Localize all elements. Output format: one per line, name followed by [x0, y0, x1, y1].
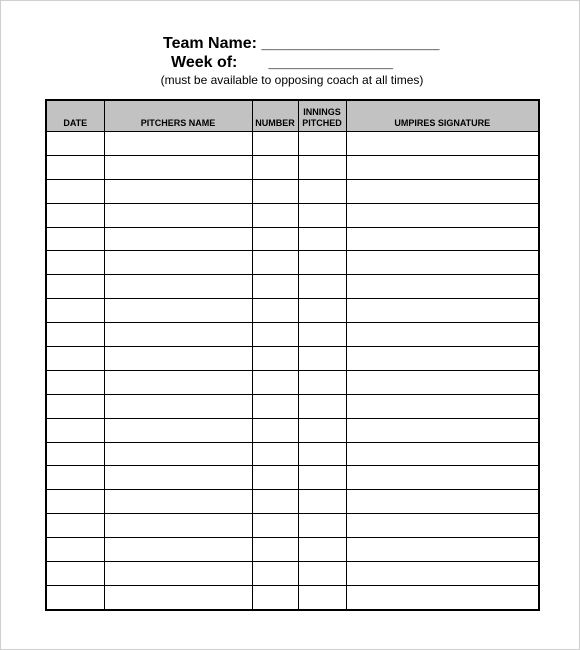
signature-cell[interactable] — [346, 585, 539, 609]
date-cell[interactable] — [46, 418, 104, 442]
availability-note: (must be available to opposing coach at all times) — [160, 73, 424, 87]
date-cell[interactable] — [46, 370, 104, 394]
number-cell[interactable] — [252, 466, 298, 490]
signature-cell[interactable] — [346, 227, 539, 251]
date-cell[interactable] — [46, 585, 104, 609]
table-row — [46, 394, 539, 418]
pitcher-name-cell[interactable] — [104, 370, 252, 394]
table-row — [46, 466, 539, 490]
innings-header-bottom: PITCHED — [302, 118, 342, 128]
number-cell[interactable] — [252, 394, 298, 418]
column-header-pitchers-name: PITCHERS NAME — [104, 100, 252, 132]
date-cell[interactable] — [46, 323, 104, 347]
table-header-row — [46, 100, 539, 132]
pitcher-name-cell[interactable] — [104, 466, 252, 490]
signature-cell[interactable] — [346, 275, 539, 299]
innings-cell[interactable] — [298, 132, 346, 156]
pitcher-name-cell[interactable] — [104, 179, 252, 203]
column-header-innings-pitched — [298, 100, 346, 132]
innings-cell[interactable] — [298, 466, 346, 490]
number-cell[interactable] — [252, 227, 298, 251]
table-row — [46, 418, 539, 442]
pitcher-name-cell[interactable] — [104, 132, 252, 156]
innings-cell[interactable] — [298, 538, 346, 562]
number-cell[interactable] — [252, 179, 298, 203]
number-cell[interactable] — [252, 514, 298, 538]
signature-cell[interactable] — [346, 251, 539, 275]
number-cell[interactable] — [252, 251, 298, 275]
pitcher-name-cell[interactable] — [104, 275, 252, 299]
table-row — [46, 442, 539, 466]
innings-cell[interactable] — [298, 370, 346, 394]
pitcher-name-cell[interactable] — [104, 418, 252, 442]
innings-cell[interactable] — [298, 442, 346, 466]
number-cell[interactable] — [252, 299, 298, 323]
signature-cell[interactable] — [346, 466, 539, 490]
innings-cell[interactable] — [298, 203, 346, 227]
pitcher-name-cell[interactable] — [104, 585, 252, 609]
signature-cell[interactable] — [346, 562, 539, 586]
table-row — [46, 227, 539, 251]
number-cell[interactable] — [252, 538, 298, 562]
date-cell[interactable] — [46, 275, 104, 299]
number-cell[interactable] — [252, 323, 298, 347]
date-cell[interactable] — [46, 203, 104, 227]
date-cell[interactable] — [46, 155, 104, 179]
innings-cell[interactable] — [298, 275, 346, 299]
pitching-log-table — [45, 99, 540, 611]
pitcher-name-cell[interactable] — [104, 155, 252, 179]
date-cell[interactable] — [46, 347, 104, 371]
innings-cell[interactable] — [298, 562, 346, 586]
signature-cell[interactable] — [346, 394, 539, 418]
innings-cell[interactable] — [298, 418, 346, 442]
table-row — [46, 203, 539, 227]
number-cell[interactable] — [252, 132, 298, 156]
signature-cell[interactable] — [346, 538, 539, 562]
number-cell[interactable] — [252, 418, 298, 442]
innings-cell[interactable] — [298, 299, 346, 323]
date-cell[interactable] — [46, 442, 104, 466]
date-cell[interactable] — [46, 514, 104, 538]
table-row — [46, 490, 539, 514]
signature-cell[interactable] — [346, 442, 539, 466]
pitcher-name-cell[interactable] — [104, 227, 252, 251]
date-cell[interactable] — [46, 538, 104, 562]
date-cell[interactable] — [46, 179, 104, 203]
signature-cell[interactable] — [346, 299, 539, 323]
table-row — [46, 155, 539, 179]
innings-header-top: INNINGS — [303, 107, 341, 117]
pitcher-name-cell[interactable] — [104, 538, 252, 562]
innings-cell[interactable] — [298, 323, 346, 347]
innings-cell[interactable] — [298, 347, 346, 371]
table-body — [46, 132, 539, 610]
week-of-field: Week of: ______________ — [171, 54, 394, 71]
table-row — [46, 370, 539, 394]
signature-cell[interactable] — [346, 323, 539, 347]
number-cell[interactable] — [252, 203, 298, 227]
date-cell[interactable] — [46, 394, 104, 418]
table-row — [46, 132, 539, 156]
column-header-umpires-signature: UMPIRES SIGNATURE — [346, 100, 539, 132]
signature-cell[interactable] — [346, 203, 539, 227]
signature-cell[interactable] — [346, 418, 539, 442]
innings-cell[interactable] — [298, 251, 346, 275]
number-cell[interactable] — [252, 347, 298, 371]
column-header-number: NUMBER — [252, 100, 298, 132]
table-row — [46, 323, 539, 347]
signature-cell[interactable] — [346, 490, 539, 514]
signature-cell[interactable] — [346, 179, 539, 203]
table-row — [46, 562, 539, 586]
pitcher-name-cell[interactable] — [104, 323, 252, 347]
signature-cell[interactable] — [346, 347, 539, 371]
pitcher-name-cell[interactable] — [104, 442, 252, 466]
signature-cell[interactable] — [346, 155, 539, 179]
innings-cell[interactable] — [298, 179, 346, 203]
innings-cell[interactable] — [298, 585, 346, 609]
innings-cell[interactable] — [298, 490, 346, 514]
table-row — [46, 585, 539, 609]
pitcher-name-cell[interactable] — [104, 203, 252, 227]
number-cell[interactable] — [252, 155, 298, 179]
table-row — [46, 251, 539, 275]
signature-cell[interactable] — [346, 514, 539, 538]
number-cell[interactable] — [252, 370, 298, 394]
date-cell[interactable] — [46, 299, 104, 323]
number-cell[interactable] — [252, 585, 298, 609]
team-name-field: Team Name: ____________________ — [163, 35, 440, 52]
table-row — [46, 299, 539, 323]
table-row — [46, 514, 539, 538]
number-cell[interactable] — [252, 562, 298, 586]
innings-cell[interactable] — [298, 514, 346, 538]
innings-cell[interactable] — [298, 155, 346, 179]
pitcher-name-cell[interactable] — [104, 251, 252, 275]
table-row — [46, 347, 539, 371]
table-row — [46, 179, 539, 203]
number-cell[interactable] — [252, 442, 298, 466]
column-header-date: DATE — [46, 100, 104, 132]
innings-cell[interactable] — [298, 394, 346, 418]
signature-cell[interactable] — [346, 132, 539, 156]
date-cell[interactable] — [46, 562, 104, 586]
innings-cell[interactable] — [298, 227, 346, 251]
date-cell[interactable] — [46, 251, 104, 275]
date-cell[interactable] — [46, 132, 104, 156]
pitcher-name-cell[interactable] — [104, 394, 252, 418]
signature-cell[interactable] — [346, 370, 539, 394]
table-row — [46, 538, 539, 562]
date-cell[interactable] — [46, 227, 104, 251]
date-cell[interactable] — [46, 466, 104, 490]
table-row — [46, 275, 539, 299]
pitcher-name-cell[interactable] — [104, 514, 252, 538]
pitcher-name-cell[interactable] — [104, 347, 252, 371]
pitcher-name-cell[interactable] — [104, 490, 252, 514]
pitcher-name-cell[interactable] — [104, 299, 252, 323]
pitcher-name-cell[interactable] — [104, 562, 252, 586]
number-cell[interactable] — [252, 275, 298, 299]
date-cell[interactable] — [46, 490, 104, 514]
number-cell[interactable] — [252, 490, 298, 514]
